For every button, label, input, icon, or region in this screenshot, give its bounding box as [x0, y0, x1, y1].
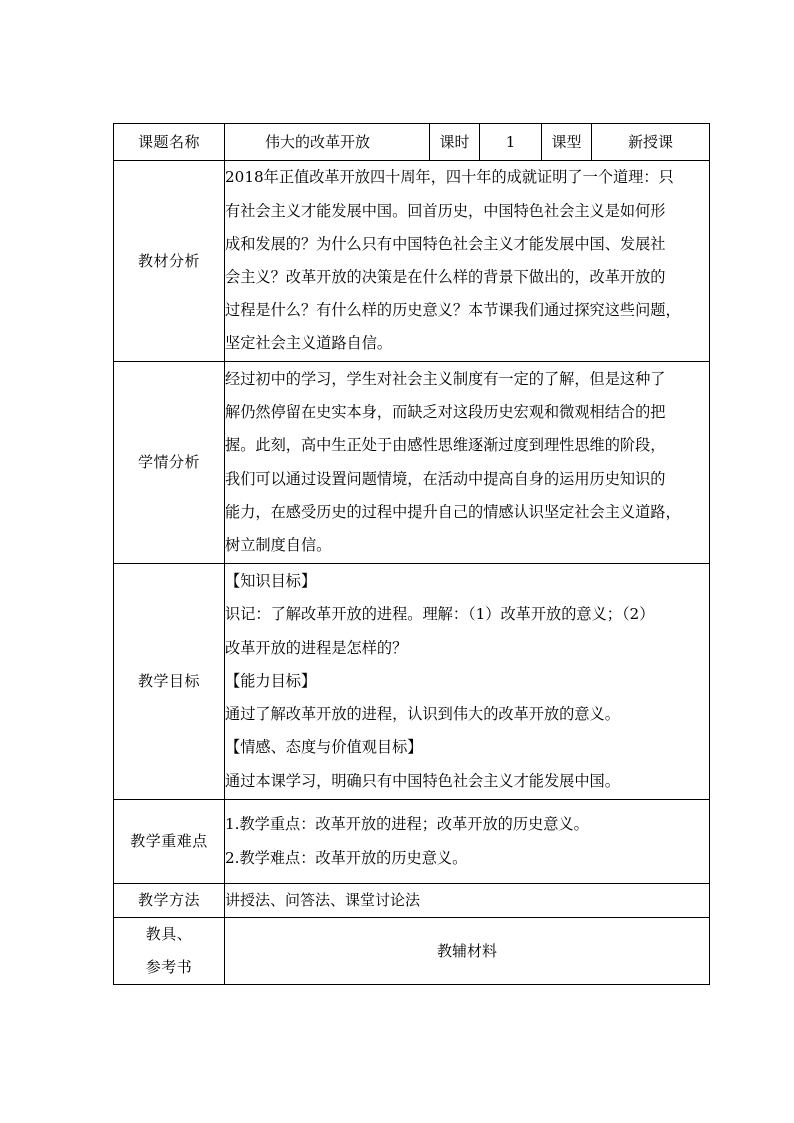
tools-label — [114, 918, 225, 985]
material-analysis-label: 教材分析 — [114, 161, 225, 362]
text-line: 1.教学重点：改革开放的进程；改革开放的历史意义。 — [225, 815, 589, 834]
text-line: 解仍然停留在史实本身，而缺乏对这段历史宏观和微观相结合的把 — [225, 403, 666, 422]
hours-label: 课时 — [430, 124, 480, 161]
text-line: 树立制度自信。 — [225, 535, 332, 554]
key-points-label: 教学重难点 — [114, 800, 225, 884]
type-value: 新授课 — [592, 124, 710, 161]
tools-row — [114, 918, 710, 985]
text-line: 识记：了解改革开放的进程。理解：（1）改革开放的意义；（2） — [225, 605, 655, 624]
text-line: 能力，在感受历史的过程中提升自己的情感认识坚定社会主义道路， — [225, 502, 681, 521]
material-analysis-row — [114, 161, 710, 362]
topic-value: 伟大的改革开放 — [225, 124, 430, 161]
methods-label: 教学方法 — [114, 884, 225, 918]
text-line: 有社会主义才能发展中国。回首历史，中国特色社会主义是如何形 — [225, 201, 666, 220]
objectives-content — [225, 564, 710, 800]
student-analysis-content — [225, 362, 710, 564]
tools-value: 教辅材料 — [225, 918, 710, 985]
methods-row — [114, 884, 710, 918]
section-heading: 【能力目标】 — [225, 671, 317, 690]
text-line: 会主义？改革开放的决策是在什么样的背景下做出的，改革开放的 — [225, 268, 666, 286]
text-line: 成和发展的？为什么只有中国特色社会主义才能发展中国、发展社 — [225, 234, 666, 253]
key-points-content — [225, 800, 710, 884]
text-line: 过程是什么？有什么样的历史意义？本节课我们通过探究这些问题， — [225, 301, 681, 320]
text-line: 通过本课学习，明确只有中国特色社会主义才能发展中国。 — [225, 771, 620, 790]
student-analysis-label: 学情分析 — [114, 362, 225, 564]
section-heading: 【情感、态度与价值观目标】 — [225, 738, 423, 757]
text-line: 2.教学难点：改革开放的历史意义。 — [225, 848, 468, 867]
text-line: 我们可以通过设置问题情境，在活动中提高自身的运用历史知识的 — [225, 469, 666, 488]
tools-label-line: 参考书 — [145, 958, 193, 976]
type-label: 课型 — [542, 124, 592, 161]
text-line: 坚定社会主义道路自信。 — [225, 334, 393, 353]
lesson-plan-table — [113, 123, 710, 985]
text-line: 2018年正值改革开放四十周年，四十年的成就证明了一个道理：只 — [225, 168, 674, 187]
text-line: 改革开放的进程是怎样的？ — [225, 638, 408, 657]
text-line: 通过了解改革开放的进程，认识到伟大的改革开放的意义。 — [225, 705, 620, 724]
objectives-label: 教学目标 — [114, 564, 225, 800]
objectives-row — [114, 564, 710, 800]
tools-label-line: 教具、 — [145, 925, 193, 943]
hours-value: 1 — [480, 124, 542, 161]
methods-value: 讲授法、问答法、课堂讨论法 — [225, 884, 710, 918]
section-heading: 【知识目标】 — [225, 572, 317, 591]
student-analysis-row — [114, 362, 710, 564]
header-row — [114, 124, 710, 161]
text-line: 经过初中的学习，学生对社会主义制度有一定的了解，但是这种了 — [225, 369, 666, 388]
topic-label: 课题名称 — [114, 124, 225, 161]
material-analysis-content — [225, 161, 710, 362]
key-points-row — [114, 800, 710, 884]
text-line: 握。此刻，高中生正处于由感性思维逐渐过度到理性思维的阶段， — [225, 436, 666, 455]
